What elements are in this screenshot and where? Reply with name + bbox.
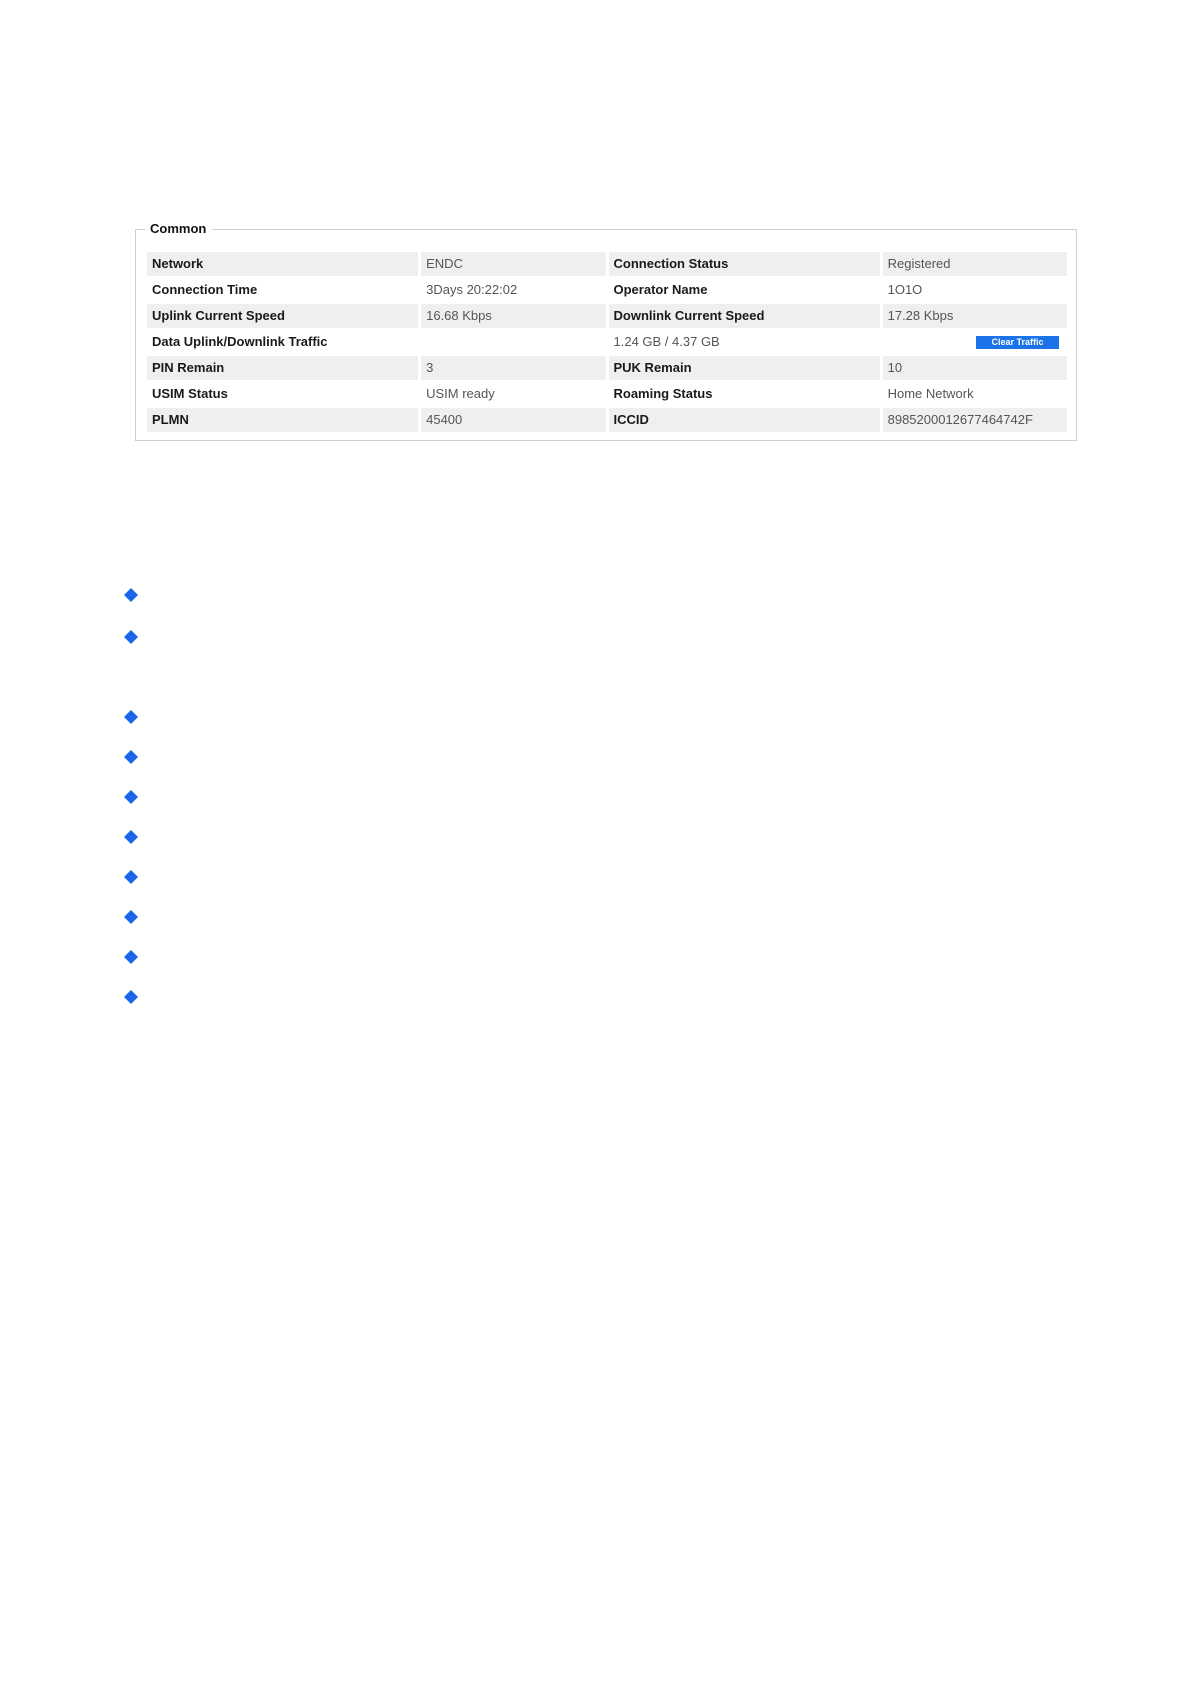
status-table — [147, 252, 1067, 434]
operator-name-value: 1O1O — [887, 282, 923, 297]
table-row — [147, 356, 1067, 382]
table-row — [147, 252, 1067, 278]
plmn-label: PLMN — [147, 408, 418, 432]
table-row — [147, 278, 1067, 304]
pin-remain-value: 3 — [421, 356, 605, 380]
connection-status-label: Connection Status — [609, 252, 880, 276]
common-fieldset — [135, 221, 1077, 441]
common-legend: Common — [146, 220, 212, 238]
pin-remain-label: PIN Remain — [147, 356, 418, 380]
table-row — [147, 330, 1067, 356]
traffic-empty-cell — [421, 330, 605, 354]
connection-time-label: Connection Time — [152, 282, 258, 297]
diamond-bullet-icon — [124, 588, 136, 600]
diamond-bullet-icon — [124, 910, 136, 922]
diamond-bullet-icon — [124, 790, 136, 802]
table-row — [147, 304, 1067, 330]
traffic-label: Data Uplink/Downlink Traffic — [152, 334, 328, 349]
iccid-value: 8985200012677464742F — [883, 408, 1067, 432]
roaming-status-label: Roaming Status — [613, 386, 713, 401]
connection-status-value: Registered — [883, 252, 1067, 276]
puk-remain-value: 10 — [883, 356, 1067, 380]
traffic-action-cell — [883, 330, 1067, 354]
iccid-label: ICCID — [609, 408, 880, 432]
usim-status-label: USIM Status — [152, 386, 228, 401]
downlink-speed-label: Downlink Current Speed — [609, 304, 880, 328]
traffic-value: 1.24 GB / 4.37 GB — [613, 334, 720, 349]
downlink-speed-value: 17.28 Kbps — [883, 304, 1067, 328]
network-label: Network — [147, 252, 418, 276]
diamond-bullet-icon — [124, 630, 136, 642]
network-value: ENDC — [421, 252, 605, 276]
diamond-bullet-icon — [124, 870, 136, 882]
usim-status-value: USIM ready — [426, 386, 495, 401]
roaming-status-value: Home Network — [887, 386, 974, 401]
diamond-bullet-icon — [124, 750, 136, 762]
connection-time-value: 3Days 20:22:02 — [426, 282, 518, 297]
diamond-bullet-icon — [124, 950, 136, 962]
uplink-speed-label: Uplink Current Speed — [147, 304, 418, 328]
uplink-speed-value: 16.68 Kbps — [421, 304, 605, 328]
plmn-value: 45400 — [421, 408, 605, 432]
table-row — [147, 382, 1067, 408]
operator-name-label: Operator Name — [613, 282, 708, 297]
clear-traffic-button[interactable]: Clear Traffic — [976, 336, 1059, 349]
puk-remain-label: PUK Remain — [609, 356, 880, 380]
diamond-bullet-icon — [124, 830, 136, 842]
diamond-bullet-icon — [124, 990, 136, 1002]
table-row — [147, 408, 1067, 434]
diamond-bullet-icon — [124, 710, 136, 722]
